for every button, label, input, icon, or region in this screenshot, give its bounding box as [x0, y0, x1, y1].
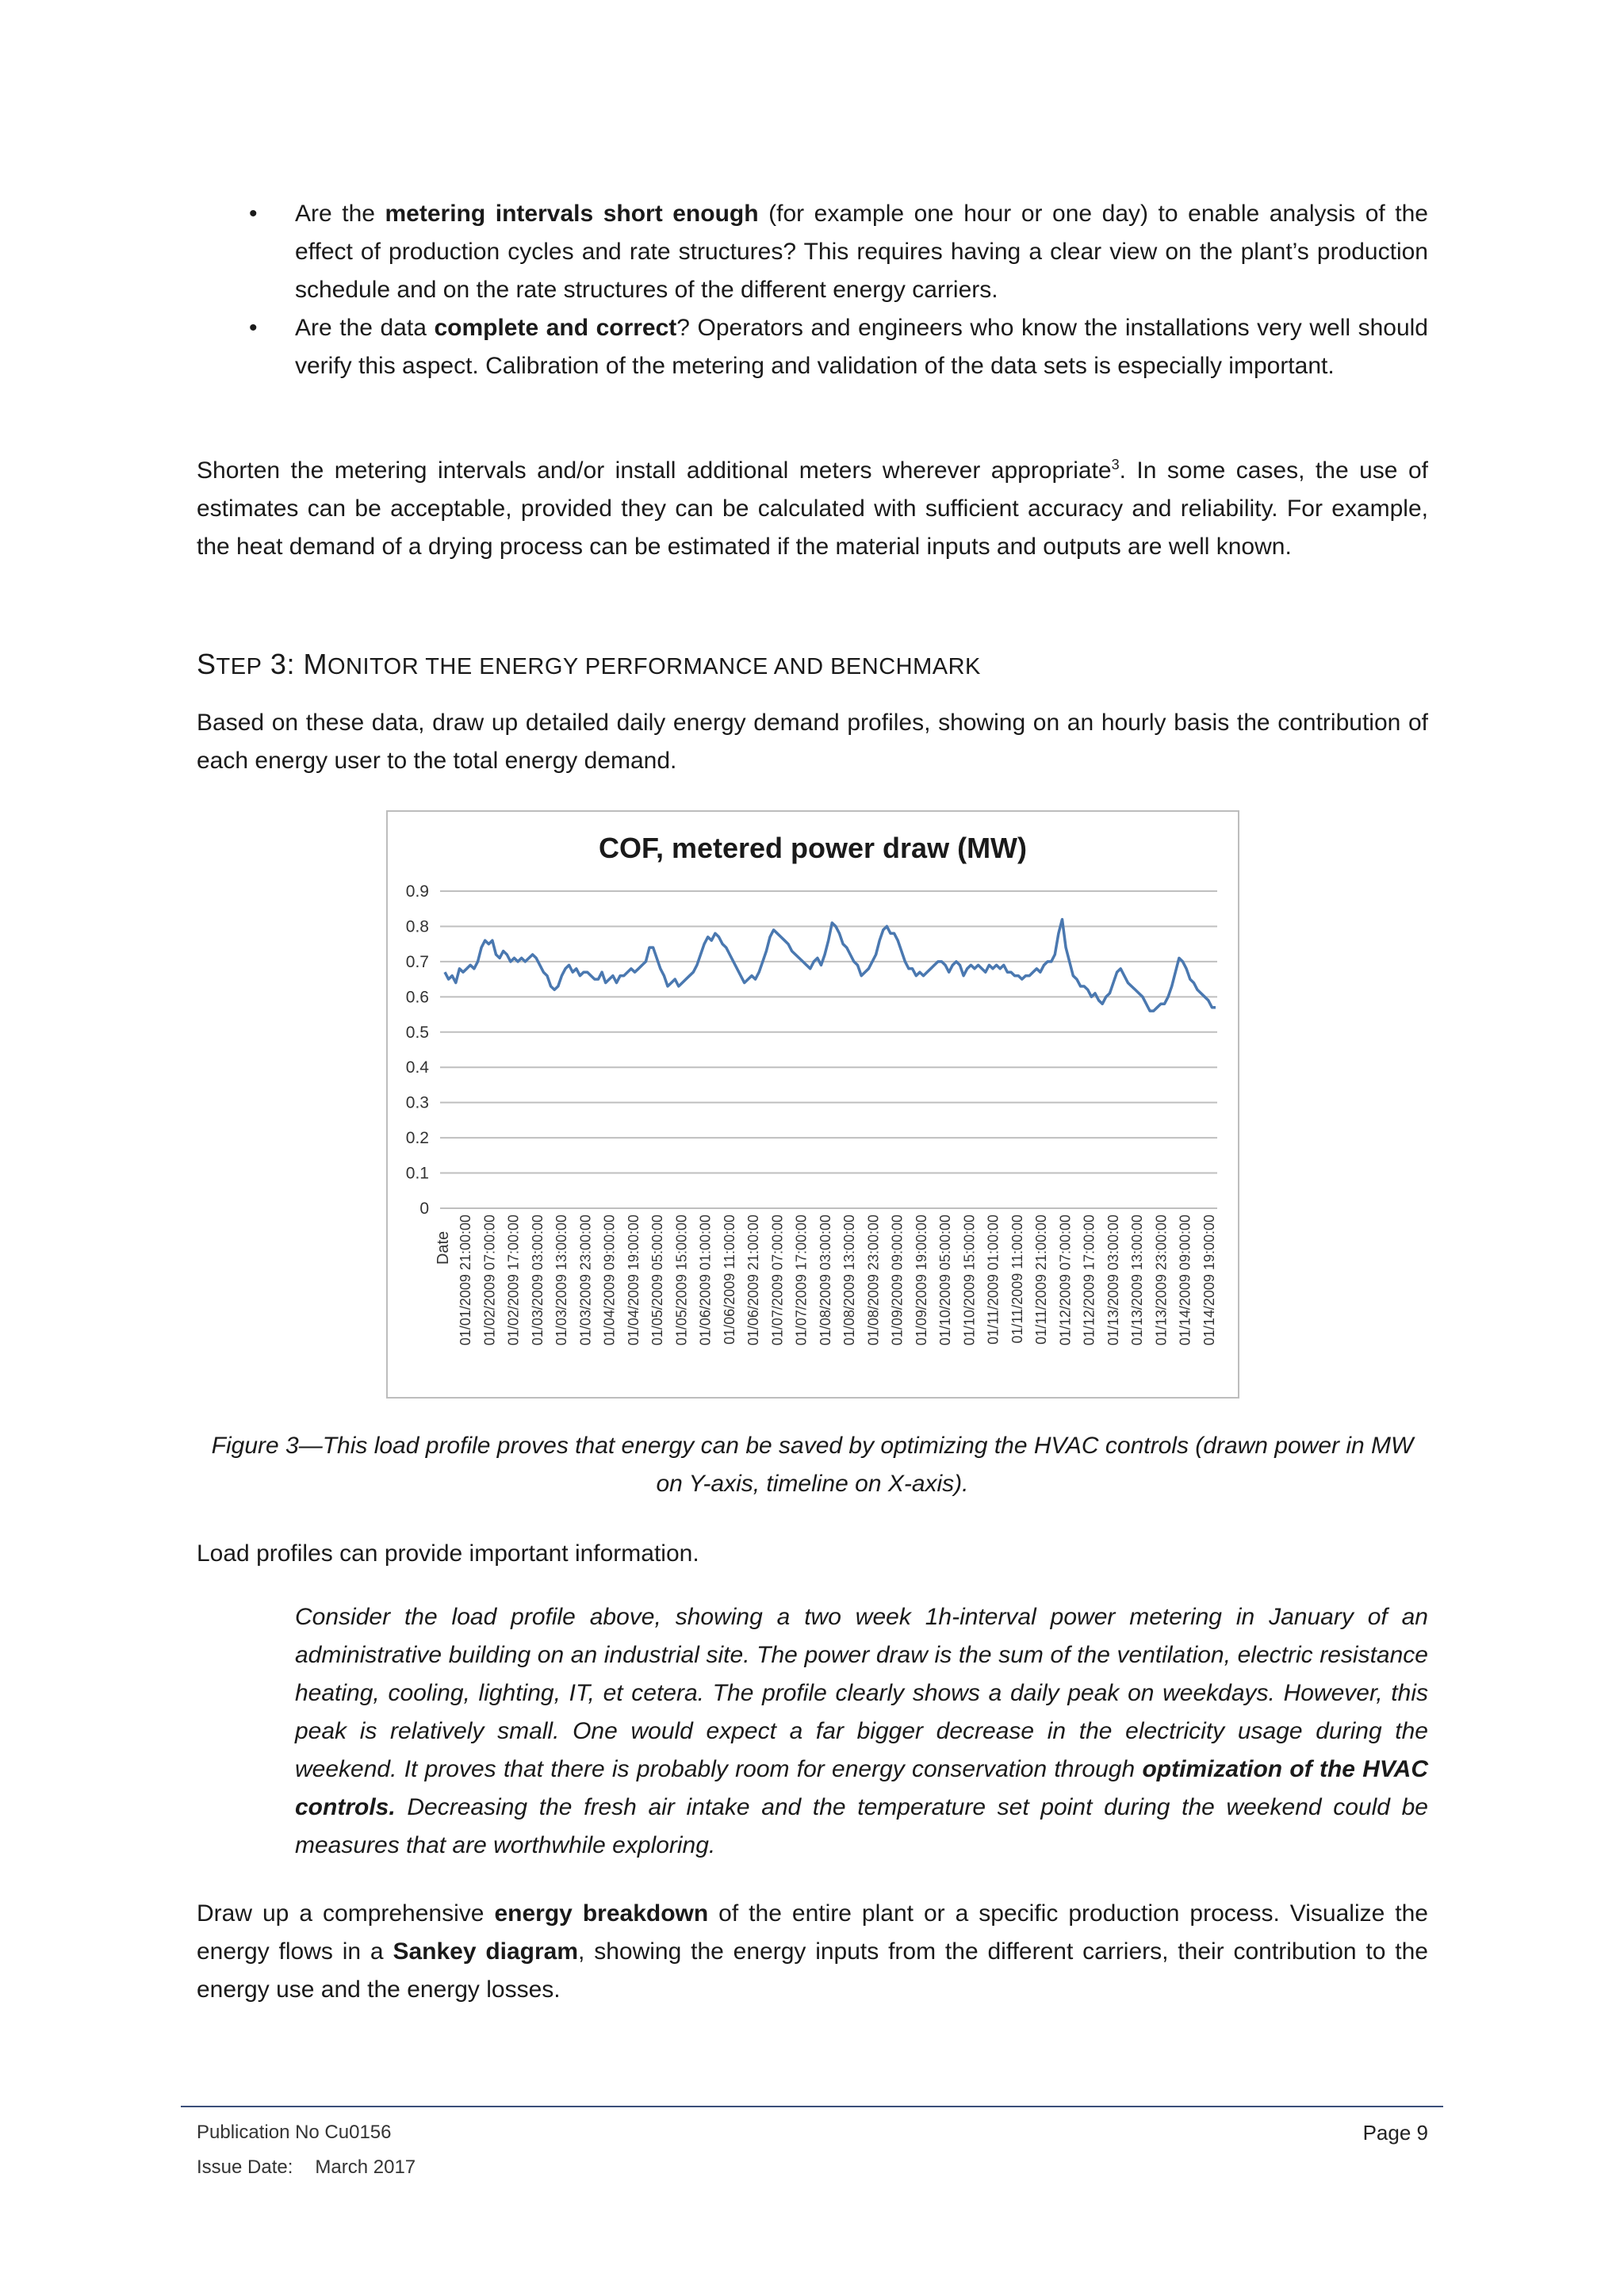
chart-x-ticks — [458, 1215, 1217, 1345]
chart-x-tick-label: 01/14/2009 09:00:00 — [1177, 1215, 1193, 1346]
chart-y-tick-label: 0.9 — [405, 882, 429, 901]
publication-number: Publication No Cu0156 — [197, 2122, 392, 2143]
chart-x-tick-label: 01/12/2009 07:00:00 — [1057, 1215, 1074, 1346]
chart-y-tick-label: 0 — [419, 1200, 429, 1218]
paragraph-text: Shorten the metering intervals and/or install additional meters wherever appropriate — [197, 457, 1112, 484]
bullet-text: Are the data — [295, 315, 435, 341]
chart-x-tick-label: 01/11/2009 21:00:00 — [1033, 1215, 1050, 1345]
chart-x-tick-label: 01/03/2009 13:00:00 — [553, 1215, 570, 1346]
quote-text: Decreasing the fresh air intake and the temperature set point during the weekend could be measures that are worthwhile exploring. — [295, 1794, 1428, 1858]
heading-part: ONITOR THE ENERGY PERFORMANCE AND BENCHMARK — [327, 654, 981, 679]
chart-x-tick-label: 01/10/2009 05:00:00 — [937, 1215, 954, 1346]
chart-x-tick-label: 01/13/2009 13:00:00 — [1129, 1215, 1146, 1346]
footer-publication-info — [197, 2115, 416, 2185]
bullet-text: Are the — [295, 201, 385, 227]
chart-x-tick-label: 01/12/2009 17:00:00 — [1081, 1215, 1097, 1346]
chart-x-tick-label: 01/05/2009 05:00:00 — [649, 1215, 666, 1346]
chart-x-tick-label: 01/08/2009 03:00:00 — [817, 1215, 833, 1346]
chart-x-tick-label: 01/01/2009 21:00:00 — [458, 1215, 473, 1346]
chart-x-tick-label: 01/04/2009 19:00:00 — [625, 1215, 642, 1346]
chart-y-ticks — [406, 882, 430, 1218]
bullet-list — [197, 195, 1428, 385]
chart-x-tick-label: 01/03/2009 03:00:00 — [529, 1215, 546, 1346]
paragraph-text: Draw up a comprehensive — [197, 1900, 495, 1927]
bullet-dot-icon: • — [249, 315, 258, 341]
bullet-item — [197, 309, 1428, 385]
bullet-text: (for example one hour or one day) to enable analysis of the effect of production cycles and rate structures? This requires having a clear view on the plant’s production schedule and on the rate structures of the different energy carriers. — [295, 201, 1428, 303]
paragraph-text: of the entire plant or a specific production process. Visualize the energy flows in a — [197, 1900, 1428, 1965]
chart-y-tick-label: 0.7 — [405, 952, 429, 971]
paragraph-load-profiles: Load profiles can provide important information. — [197, 1540, 699, 1567]
chart-x-tick-label: 01/08/2009 23:00:00 — [865, 1215, 882, 1346]
chart-y-tick-label: 0.3 — [405, 1093, 429, 1112]
chart-y-tick-label: 0.6 — [405, 988, 429, 1007]
quote-text: Consider the load profile above, showing a two week 1h-interval power metering in January of an administrative building on an industrial site. The power draw is the sum of the ventilation, electric resistance heating, cooling, lighting, IT, et cetera. The profile clearly shows a daily peak on weekdays. However, this peak is relatively small. One would expect a far bigger decrease in the electricity usage during the weekend. It proves that there is probably room for energy conservation through — [295, 1604, 1428, 1782]
chart-x-tick-label: 01/13/2009 23:00:00 — [1153, 1215, 1170, 1346]
quote-emphasis: optimization of the HVAC controls. — [295, 1756, 1428, 1820]
chart-x-tick-label: 01/11/2009 01:00:00 — [985, 1215, 1002, 1345]
chart-x-tick-label: 01/07/2009 07:00:00 — [769, 1215, 786, 1346]
paragraph-text: . In some cases, the use of estimates can be acceptable, provided they can be calculated with sufficient accuracy and reliability. For example, the heat demand of a drying process can be estimated if the material inputs and outputs are well known. — [197, 457, 1428, 560]
figure-caption: Figure 3—This load profile proves that energy can be saved by optimizing the HVAC controls (drawn power in MW on Y-axis, timeline on X-axis). — [211, 1433, 1414, 1497]
heading-part: S — [197, 648, 216, 680]
bullet-text: ? Operators and engineers who know the installations very well should verify this aspect. Calibration of the metering and validation of the data sets is especially important. — [295, 315, 1428, 379]
bullet-emphasis: metering intervals short enough — [385, 201, 759, 227]
section-heading — [197, 645, 981, 686]
chart-x-tick-label: 01/10/2009 15:00:00 — [961, 1215, 978, 1346]
chart-x-tick-label: 01/03/2009 23:00:00 — [577, 1215, 594, 1346]
heading-part: TEP — [216, 654, 262, 679]
chart-svg — [388, 812, 1238, 1397]
bullet-dot-icon: • — [249, 201, 258, 227]
paragraph-emphasis: Sankey diagram — [393, 1938, 579, 1965]
paragraph-emphasis: energy breakdown — [494, 1900, 709, 1927]
bullet-emphasis: complete and correct — [434, 315, 677, 341]
example-quote — [295, 1598, 1428, 1865]
chart-y-tick-label: 0.5 — [405, 1023, 429, 1042]
chart-x-tick-label: 01/02/2009 07:00:00 — [481, 1215, 498, 1346]
heading-part: 3: M — [262, 648, 327, 680]
chart-x-tick-label: 01/04/2009 09:00:00 — [601, 1215, 618, 1346]
issue-date-value: March 2017 — [315, 2156, 416, 2178]
chart-x-tick-label: 01/09/2009 19:00:00 — [913, 1215, 929, 1346]
paragraph-metering — [197, 452, 1428, 566]
chart-x-tick-label: 01/02/2009 17:00:00 — [505, 1215, 522, 1346]
chart-x-tick-label: 01/06/2009 11:00:00 — [721, 1215, 737, 1345]
chart-x-tick-label: 01/11/2009 11:00:00 — [1009, 1215, 1025, 1344]
chart-x-tick-label: 01/14/2009 19:00:00 — [1201, 1215, 1217, 1346]
chart-y-tick-label: 0.8 — [405, 917, 429, 936]
footer-divider — [181, 2106, 1443, 2107]
bullet-item — [197, 195, 1428, 309]
chart-y-tick-label: 0.2 — [405, 1129, 429, 1148]
chart-title: COF, metered power draw (MW) — [598, 832, 1028, 864]
chart-x-axis-label: Date — [435, 1230, 452, 1265]
chart-y-tick-label: 0.4 — [405, 1058, 429, 1077]
chart-x-tick-label: 01/06/2009 01:00:00 — [697, 1215, 714, 1346]
issue-date-label: Issue Date: — [197, 2156, 293, 2178]
issue-date-line — [197, 2150, 416, 2185]
chart-x-tick-label: 01/09/2009 09:00:00 — [889, 1215, 906, 1346]
footnote-marker[interactable]: 3 — [1111, 457, 1120, 473]
chart-x-tick-label: 01/06/2009 21:00:00 — [745, 1215, 762, 1346]
chart-y-tick-label: 0.1 — [405, 1164, 429, 1183]
paragraph-profiles: Based on these data, draw up detailed daily energy demand profiles, showing on an hourly basis the contribution of each energy user to the total energy demand. — [197, 710, 1428, 774]
chart-x-tick-label: 01/07/2009 17:00:00 — [793, 1215, 810, 1346]
paragraph-energy-breakdown — [197, 1895, 1428, 2009]
chart-x-tick-label: 01/05/2009 15:00:00 — [673, 1215, 690, 1346]
load-profile-chart — [386, 810, 1239, 1399]
chart-x-tick-label: 01/08/2009 13:00:00 — [841, 1215, 858, 1346]
page-number: Page 9 — [1362, 2121, 1428, 2145]
paragraph-text: , showing the energy inputs from the different carriers, their contribution to the energy use and the energy losses. — [197, 1938, 1428, 2003]
chart-x-tick-label: 01/13/2009 03:00:00 — [1105, 1215, 1121, 1346]
